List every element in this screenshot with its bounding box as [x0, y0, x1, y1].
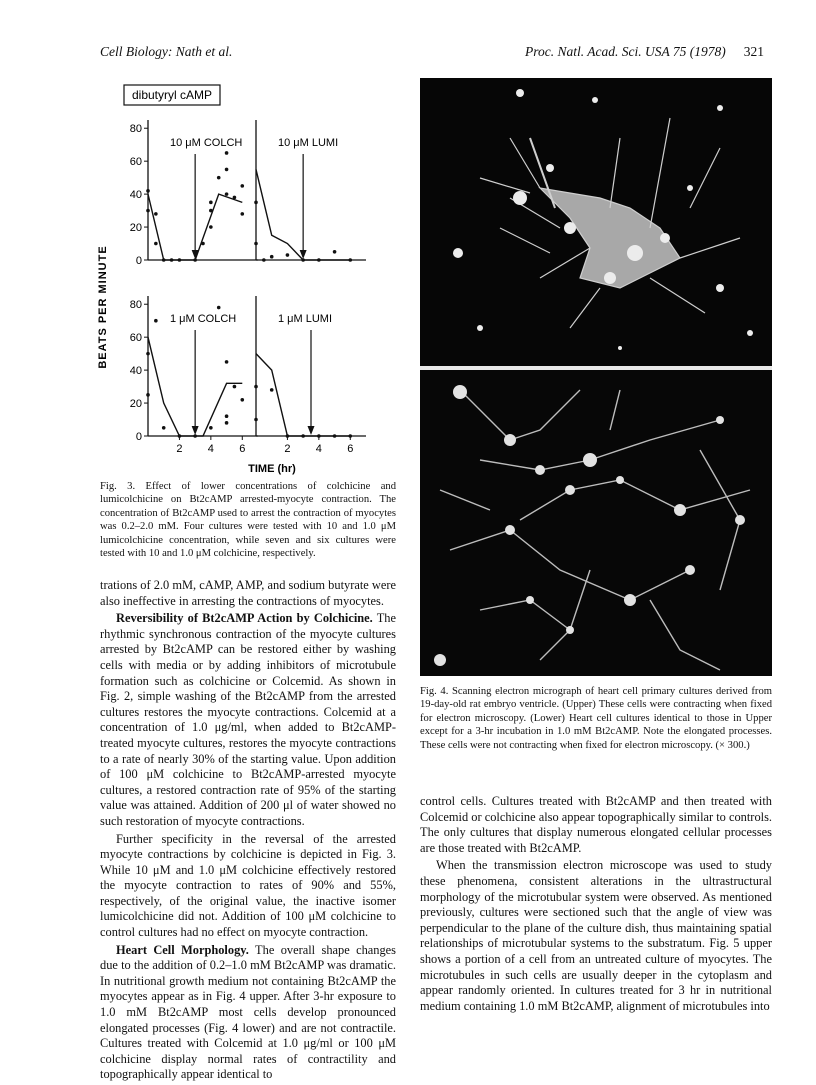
data-point	[225, 360, 229, 364]
y-tick-label: 80	[129, 123, 142, 136]
data-point	[209, 225, 213, 229]
data-point	[146, 352, 150, 356]
data-point	[333, 434, 337, 438]
arrow-head	[308, 426, 315, 435]
data-point	[162, 258, 166, 262]
figure-4-micrographs	[420, 78, 772, 676]
y-tick-label: 0	[135, 255, 142, 267]
data-point	[240, 212, 244, 216]
data-point	[233, 385, 237, 389]
data-point	[254, 201, 258, 205]
data-point	[317, 434, 321, 438]
paragraph: Heart Cell Morphology. The overall shape changes due to the addition of 0.2–1.0 mM Bt2cAMP was dramatic. In nutritional growth medium not containing Bt2cAMP the myocytes appear as in Fig. 4 upper. After 3-hr exposure to 1.0 mM Bt2cAMP most cells develop pronounced elongated processes (Fig. 4 lower) and are not contractile. Cultures treated with Colcemid at 1.0 μg/ml or 100 μM colchicine display normal rates of contractility and topographically appear identical to	[100, 942, 397, 1082]
data-point	[225, 168, 229, 172]
y-tick-label: 60	[129, 156, 142, 169]
figure-4-caption: Fig. 4. Scanning electron micrograph of heart cell primary cultures derived from 19-day-old rat embryo ventricle. (Upper) These cells were contracting when fixed for electron microscopy. (Lower) Heart cell cultures identical to those in Upper except for a 3-hr incubation in 1.0 mM Bt2cAMP. Note the elongated processes. These cells were not contracting when fixed for electron microscopy. (× 300.)	[420, 686, 772, 751]
arrow-head	[192, 426, 199, 435]
micrograph-upper	[420, 78, 772, 366]
data-point	[209, 201, 213, 205]
page-number: 321	[743, 44, 764, 59]
data-point	[262, 258, 266, 262]
paragraph: control cells. Cultures treated with Bt2cAMP and then treated with Colcemid or colchicine also appear topographically similar to controls. The only cultures that display numerous elongated cellular processes are those treated with Bt2cAMP.	[420, 794, 772, 855]
data-point	[286, 434, 290, 438]
data-point	[240, 184, 244, 188]
data-point	[146, 393, 150, 397]
left-text-column	[100, 578, 396, 1085]
data-point	[178, 434, 182, 438]
x-tick-label: 6	[347, 443, 354, 455]
y-tick-label: 0	[135, 431, 142, 443]
y-tick-label: 20	[129, 222, 142, 235]
y-tick-label: 40	[129, 189, 142, 202]
data-point	[254, 385, 258, 389]
figure-3-svg	[96, 82, 396, 477]
paragraph: When the transmission electron microscope was used to study these phenomena, consistent alterations in the ultrastructural morphology of the microtubular system were observed. As mentioned previously, cultures were sectioned such that the angle of view was perpendicular to the plane of the culture dish, thus maintaining spatial relationships of microtubular systems to the substratum. Fig. 5 upper shows a portion of a cell from an untreated culture of myocytes. The microtubules in such cells are usually deeper in the cytoplasm and appear randomly oriented. In cultures treated for 3 hr in nutritional medium containing 1.0 mM Bt2cAMP, alignment of microtubules into	[420, 858, 772, 1013]
data-point	[209, 209, 213, 213]
paragraph: trations of 2.0 mM, cAMP, AMP, and sodium butyrate were also ineffective in arresting the contractions of myocytes.	[100, 578, 396, 608]
paragraph: Reversibility of Bt2cAMP Action by Colchicine. The rhythmic synchronous contraction of the myocyte cultures arrested by Bt2cAMP can be restored either by washing cells with media or by adding inhibitors of microtubule formation such as colchicine or Colcemid. As shown in Fig. 2, simple washing of the Bt2cAMP from the arrested cultures restores the myocyte contractions. Colcemid at a concentration of 1.0 μg/ml, when added to Bt2cAMP-treated myocyte cultures, restores the myocyte contractions to a rate of nearly 30% of the starting value. Upon addition of 100 μM colchicine to Bt2cAMP-arrested myocyte cultures, a restored contraction rate of 95% of the starting value was attained. Addition of 200 μl of water showed no such restoration of myocyte contractions.	[100, 611, 396, 828]
data-point	[240, 398, 244, 402]
panel-label: 10 μM LUMI	[278, 137, 339, 149]
data-point	[348, 258, 352, 262]
data-point	[225, 151, 229, 155]
data-point	[254, 418, 258, 422]
data-point	[217, 176, 221, 180]
panel-label: 1 μM LUMI	[278, 313, 333, 325]
data-point	[225, 421, 229, 425]
x-tick-label: 4	[207, 443, 214, 455]
x-tick-label: 2	[284, 443, 291, 455]
data-point	[333, 250, 337, 254]
data-point	[209, 426, 213, 430]
running-header-left: Cell Biology: Nath et al.	[100, 44, 233, 59]
figure-3-chart	[96, 82, 396, 477]
data-point	[270, 255, 274, 259]
y-tick-label: 40	[129, 365, 142, 378]
right-text-column	[420, 794, 772, 1016]
section-heading: Reversibility of Bt2cAMP Action by Colchicine.	[116, 611, 373, 626]
data-point	[270, 388, 274, 392]
data-point	[225, 192, 229, 196]
data-point	[233, 196, 237, 200]
data-point	[317, 258, 321, 262]
y-tick-label: 60	[129, 332, 142, 345]
data-point	[170, 258, 174, 262]
x-tick-label: 4	[315, 443, 322, 455]
x-axis-label: TIME (hr)	[248, 463, 296, 475]
micrograph-lower	[420, 370, 772, 676]
running-header-right	[525, 44, 764, 60]
x-tick-label: 2	[176, 443, 183, 455]
data-point	[254, 242, 258, 246]
data-point	[146, 189, 150, 193]
paragraph: Further specificity in the reversal of the arrested myocyte contractions by colchicine is depicted in Fig. 3. While 10 μM and 1.0 μM colchicine effectively restored the myocyte contraction to rates of 90% and 55%, respectively, of the original value, the inactive isomer lumicolchicine did not. Addition of 100 μM colchicine to control cultures had no effect on myocyte contraction.	[100, 831, 396, 940]
figure-3-caption: Fig. 3. Effect of lower concentrations of colchicine and lumicolchicine on Bt2cAMP arrested-myocyte contraction. The concentration of Bt2cAMP used to arrest the contraction of myocytes was 0.2–2.0 mM. Four cultures were tested with 10 and 1.0 μM lumicolchicine concentration, while seven and six cultures were tested with 10 and 1.0 μM colchicine, respectively.	[100, 481, 396, 560]
data-point	[162, 426, 166, 430]
data-point	[348, 434, 352, 438]
x-tick-label: 6	[239, 443, 246, 455]
data-point	[201, 242, 205, 246]
legend-box-label: dibutyryl cAMP	[131, 88, 213, 102]
y-tick-label: 80	[129, 299, 142, 312]
data-point	[154, 242, 158, 246]
data-point	[217, 306, 221, 310]
y-tick-label: 20	[129, 398, 142, 411]
data-point	[225, 414, 229, 418]
data-point	[146, 209, 150, 213]
journal-citation: Proc. Natl. Acad. Sci. USA 75 (1978)	[525, 44, 726, 59]
section-heading: Heart Cell Morphology.	[116, 942, 249, 957]
data-point	[154, 212, 158, 216]
data-point	[154, 319, 158, 323]
data-point	[286, 253, 290, 257]
series-line	[256, 354, 350, 436]
panel-label: 1 μM COLCH	[170, 313, 237, 325]
data-point	[178, 258, 182, 262]
panel-label: 10 μM COLCH	[170, 137, 243, 149]
data-point	[301, 434, 305, 438]
y-axis-label: BEATS PER MINUTE	[97, 245, 109, 369]
